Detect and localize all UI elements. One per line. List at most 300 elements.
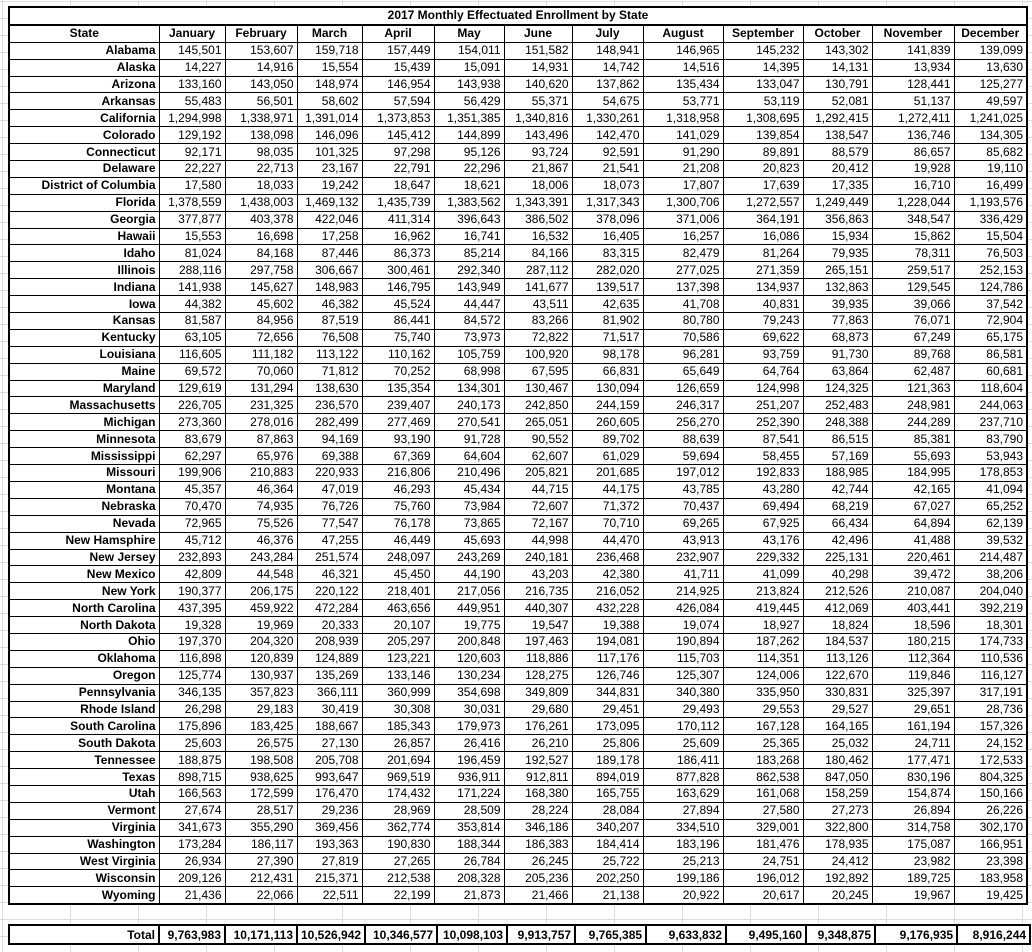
- state-row-utah: [9, 785, 1027, 802]
- total-june: 9,913,757: [507, 925, 575, 944]
- column-header-october: October: [803, 25, 872, 42]
- cell-october: 130,791: [803, 76, 872, 93]
- cell-june: 141,677: [504, 279, 572, 296]
- cell-august: 163,629: [643, 785, 723, 802]
- cell-december: 85,682: [954, 144, 1027, 161]
- column-header-february: February: [225, 25, 297, 42]
- cell-september: 167,128: [723, 718, 803, 735]
- cell-september: 89,891: [723, 144, 803, 161]
- cell-june: 240,181: [504, 549, 572, 566]
- cell-april: 18,647: [362, 177, 434, 194]
- cell-august: 25,213: [643, 853, 723, 870]
- cell-february: 29,183: [225, 701, 297, 718]
- cell-may: 44,447: [434, 296, 504, 313]
- cell-august: 65,649: [643, 363, 723, 380]
- cell-july: 126,746: [572, 667, 643, 684]
- cell-may: 143,938: [434, 76, 504, 93]
- cell-march: 15,554: [297, 59, 362, 76]
- cell-december: 139,099: [954, 42, 1027, 59]
- cell-june: 72,822: [504, 329, 572, 346]
- column-header-july: July: [572, 25, 643, 42]
- cell-january: 288,116: [159, 262, 225, 279]
- cell-july: 216,052: [572, 583, 643, 600]
- cell-april: 360,999: [362, 684, 434, 701]
- cell-march: 47,019: [297, 481, 362, 498]
- cell-january: 232,893: [159, 549, 225, 566]
- cell-february: 46,364: [225, 481, 297, 498]
- cell-july: 54,675: [572, 93, 643, 110]
- cell-june: 43,511: [504, 296, 572, 313]
- state-row-kentucky: [9, 329, 1027, 346]
- state-row-arizona: [9, 76, 1027, 93]
- cell-december: 19,110: [954, 161, 1027, 178]
- cell-february: 56,501: [225, 93, 297, 110]
- cell-march: 87,519: [297, 313, 362, 330]
- cell-july: 25,806: [572, 735, 643, 752]
- cell-april: 67,369: [362, 448, 434, 465]
- cell-september: 24,751: [723, 853, 803, 870]
- cell-june: 205,821: [504, 465, 572, 482]
- cell-june: 28,224: [504, 802, 572, 819]
- cell-march: 27,819: [297, 853, 362, 870]
- state-name: Utah: [9, 785, 159, 802]
- cell-february: 98,035: [225, 144, 297, 161]
- cell-december: 53,943: [954, 448, 1027, 465]
- cell-august: 277,025: [643, 262, 723, 279]
- cell-march: 1,391,014: [297, 110, 362, 127]
- cell-january: 133,160: [159, 76, 225, 93]
- cell-march: 176,470: [297, 785, 362, 802]
- cell-july: 1,317,343: [572, 194, 643, 211]
- cell-february: 204,320: [225, 633, 297, 650]
- state-name: North Carolina: [9, 600, 159, 617]
- cell-april: 411,314: [362, 211, 434, 228]
- cell-january: 129,619: [159, 380, 225, 397]
- cell-february: 130,937: [225, 667, 297, 684]
- cell-march: 148,974: [297, 76, 362, 93]
- cell-october: 79,935: [803, 245, 872, 262]
- cell-january: 42,809: [159, 566, 225, 583]
- column-header-november: November: [872, 25, 954, 42]
- cell-september: 329,001: [723, 819, 803, 836]
- cell-april: 277,469: [362, 414, 434, 431]
- cell-december: 65,252: [954, 498, 1027, 515]
- total-august: 9,633,832: [646, 925, 726, 944]
- cell-may: 449,951: [434, 600, 504, 617]
- cell-january: 341,673: [159, 819, 225, 836]
- cell-april: 97,298: [362, 144, 434, 161]
- cell-march: 148,983: [297, 279, 362, 296]
- cell-november: 136,746: [872, 127, 954, 144]
- cell-august: 146,965: [643, 42, 723, 59]
- cell-july: 148,941: [572, 42, 643, 59]
- cell-december: 252,153: [954, 262, 1027, 279]
- cell-december: 317,191: [954, 684, 1027, 701]
- cell-july: 44,175: [572, 481, 643, 498]
- cell-october: 14,131: [803, 59, 872, 76]
- enrollment-table: [8, 6, 1028, 905]
- total-september: 9,495,160: [726, 925, 806, 944]
- cell-may: 144,899: [434, 127, 504, 144]
- total-december: 8,916,244: [957, 925, 1030, 944]
- cell-march: 282,499: [297, 414, 362, 431]
- cell-november: 830,196: [872, 769, 954, 786]
- state-row-tennessee: [9, 752, 1027, 769]
- cell-september: 14,395: [723, 59, 803, 76]
- cell-july: 344,831: [572, 684, 643, 701]
- cell-april: 110,162: [362, 346, 434, 363]
- total-table: [8, 924, 1031, 945]
- cell-june: 44,715: [504, 481, 572, 498]
- state-row-nevada: [9, 515, 1027, 532]
- cell-september: 229,332: [723, 549, 803, 566]
- cell-april: 248,097: [362, 549, 434, 566]
- cell-december: 110,536: [954, 650, 1027, 667]
- cell-july: 340,207: [572, 819, 643, 836]
- cell-december: 392,219: [954, 600, 1027, 617]
- cell-march: 220,933: [297, 465, 362, 482]
- cell-june: 346,186: [504, 819, 572, 836]
- state-name: Alaska: [9, 59, 159, 76]
- cell-september: 93,759: [723, 346, 803, 363]
- cell-october: 66,434: [803, 515, 872, 532]
- cell-december: 28,736: [954, 701, 1027, 718]
- cell-april: 146,795: [362, 279, 434, 296]
- cell-may: 105,759: [434, 346, 504, 363]
- cell-may: 68,998: [434, 363, 504, 380]
- cell-february: 198,508: [225, 752, 297, 769]
- cell-july: 894,019: [572, 769, 643, 786]
- cell-january: 273,360: [159, 414, 225, 431]
- cell-august: 14,516: [643, 59, 723, 76]
- state-name: Oklahoma: [9, 650, 159, 667]
- state-name: West Virginia: [9, 853, 159, 870]
- cell-october: 412,069: [803, 600, 872, 617]
- cell-april: 135,354: [362, 380, 434, 397]
- cell-january: 45,357: [159, 481, 225, 498]
- cell-january: 44,382: [159, 296, 225, 313]
- cell-march: 159,718: [297, 42, 362, 59]
- cell-august: 27,894: [643, 802, 723, 819]
- cell-june: 186,383: [504, 836, 572, 853]
- total-november: 9,176,935: [875, 925, 957, 944]
- cell-march: 220,122: [297, 583, 362, 600]
- cell-october: 138,547: [803, 127, 872, 144]
- cell-february: 210,883: [225, 465, 297, 482]
- cell-october: 1,292,415: [803, 110, 872, 127]
- state-row-north-carolina: [9, 600, 1027, 617]
- cell-may: 130,234: [434, 667, 504, 684]
- cell-july: 194,081: [572, 633, 643, 650]
- cell-april: 20,107: [362, 617, 434, 634]
- cell-october: 1,249,449: [803, 194, 872, 211]
- state-name: Arkansas: [9, 93, 159, 110]
- state-row-kansas: [9, 313, 1027, 330]
- cell-october: 18,824: [803, 617, 872, 634]
- cell-july: 21,138: [572, 887, 643, 904]
- cell-january: 173,284: [159, 836, 225, 853]
- cell-january: 14,227: [159, 59, 225, 76]
- cell-september: 81,264: [723, 245, 803, 262]
- cell-november: 189,725: [872, 870, 954, 887]
- cell-april: 93,190: [362, 431, 434, 448]
- cell-october: 27,273: [803, 802, 872, 819]
- cell-september: 25,365: [723, 735, 803, 752]
- cell-january: 25,603: [159, 735, 225, 752]
- cell-may: 1,351,385: [434, 110, 504, 127]
- cell-december: 19,425: [954, 887, 1027, 904]
- cell-august: 20,922: [643, 887, 723, 904]
- state-row-maine: [9, 363, 1027, 380]
- cell-october: 42,744: [803, 481, 872, 498]
- cell-january: 70,470: [159, 498, 225, 515]
- cell-november: 19,928: [872, 161, 954, 178]
- cell-may: 95,126: [434, 144, 504, 161]
- cell-july: 18,073: [572, 177, 643, 194]
- state-name: New Hamsphire: [9, 532, 159, 549]
- cell-january: 21,436: [159, 887, 225, 904]
- cell-april: 75,740: [362, 329, 434, 346]
- state-name: Illinois: [9, 262, 159, 279]
- cell-august: 53,771: [643, 93, 723, 110]
- cell-september: 114,351: [723, 650, 803, 667]
- cell-january: 199,906: [159, 465, 225, 482]
- cell-april: 15,439: [362, 59, 434, 76]
- cell-october: 20,245: [803, 887, 872, 904]
- cell-march: 369,456: [297, 819, 362, 836]
- cell-august: 125,307: [643, 667, 723, 684]
- state-row-texas: [9, 769, 1027, 786]
- cell-july: 173,095: [572, 718, 643, 735]
- cell-february: 459,922: [225, 600, 297, 617]
- cell-august: 43,913: [643, 532, 723, 549]
- cell-november: 24,711: [872, 735, 954, 752]
- cell-april: 22,791: [362, 161, 434, 178]
- cell-april: 201,694: [362, 752, 434, 769]
- cell-september: 161,068: [723, 785, 803, 802]
- state-row-florida: [9, 194, 1027, 211]
- cell-may: 45,434: [434, 481, 504, 498]
- cell-september: 43,280: [723, 481, 803, 498]
- cell-december: 65,175: [954, 329, 1027, 346]
- total-february: 10,171,113: [225, 925, 297, 944]
- cell-november: 220,461: [872, 549, 954, 566]
- cell-december: 183,958: [954, 870, 1027, 887]
- cell-may: 44,190: [434, 566, 504, 583]
- cell-january: 63,105: [159, 329, 225, 346]
- cell-august: 70,586: [643, 329, 723, 346]
- cell-july: 71,517: [572, 329, 643, 346]
- cell-february: 44,548: [225, 566, 297, 583]
- cell-august: 16,257: [643, 228, 723, 245]
- state-row-nebraska: [9, 498, 1027, 515]
- cell-january: 175,896: [159, 718, 225, 735]
- cell-december: 302,170: [954, 819, 1027, 836]
- cell-september: 41,099: [723, 566, 803, 583]
- state-name: Massachusetts: [9, 397, 159, 414]
- state-row-mississippi: [9, 448, 1027, 465]
- cell-september: 1,272,557: [723, 194, 803, 211]
- cell-september: 69,622: [723, 329, 803, 346]
- state-row-arkansas: [9, 93, 1027, 110]
- cell-july: 130,094: [572, 380, 643, 397]
- state-row-oklahoma: [9, 650, 1027, 667]
- cell-june: 1,340,816: [504, 110, 572, 127]
- cell-october: 25,032: [803, 735, 872, 752]
- cell-june: 21,867: [504, 161, 572, 178]
- cell-august: 41,711: [643, 566, 723, 583]
- cell-may: 143,949: [434, 279, 504, 296]
- cell-december: 60,681: [954, 363, 1027, 380]
- cell-march: 472,284: [297, 600, 362, 617]
- cell-february: 278,016: [225, 414, 297, 431]
- cell-april: 145,412: [362, 127, 434, 144]
- cell-september: 181,476: [723, 836, 803, 853]
- cell-february: 938,625: [225, 769, 297, 786]
- cell-november: 314,758: [872, 819, 954, 836]
- cell-december: 41,094: [954, 481, 1027, 498]
- state-row-wisconsin: [9, 870, 1027, 887]
- state-name: Tennessee: [9, 752, 159, 769]
- cell-january: 81,024: [159, 245, 225, 262]
- cell-november: 62,487: [872, 363, 954, 380]
- cell-may: 208,328: [434, 870, 504, 887]
- total-may: 10,098,103: [437, 925, 507, 944]
- cell-may: 243,269: [434, 549, 504, 566]
- cell-september: 18,927: [723, 617, 803, 634]
- cell-may: 18,621: [434, 177, 504, 194]
- cell-february: 138,098: [225, 127, 297, 144]
- cell-december: 178,853: [954, 465, 1027, 482]
- cell-october: 180,462: [803, 752, 872, 769]
- cell-april: 362,774: [362, 819, 434, 836]
- cell-december: 118,604: [954, 380, 1027, 397]
- cell-august: 141,029: [643, 127, 723, 144]
- cell-september: 145,232: [723, 42, 803, 59]
- cell-february: 87,863: [225, 431, 297, 448]
- state-name: Missouri: [9, 465, 159, 482]
- cell-october: 265,151: [803, 262, 872, 279]
- cell-december: 38,206: [954, 566, 1027, 583]
- cell-july: 29,451: [572, 701, 643, 718]
- cell-january: 116,605: [159, 346, 225, 363]
- cell-january: 116,898: [159, 650, 225, 667]
- cell-june: 192,527: [504, 752, 572, 769]
- cell-november: 129,545: [872, 279, 954, 296]
- cell-may: 21,873: [434, 887, 504, 904]
- cell-december: 83,790: [954, 431, 1027, 448]
- cell-august: 70,437: [643, 498, 723, 515]
- state-row-hawaii: [9, 228, 1027, 245]
- cell-may: 210,496: [434, 465, 504, 482]
- cell-february: 65,976: [225, 448, 297, 465]
- cell-january: 62,297: [159, 448, 225, 465]
- state-name: Vermont: [9, 802, 159, 819]
- cell-august: 137,398: [643, 279, 723, 296]
- cell-january: 209,126: [159, 870, 225, 887]
- cell-march: 27,130: [297, 735, 362, 752]
- cell-september: 213,824: [723, 583, 803, 600]
- state-name: North Dakota: [9, 617, 159, 634]
- cell-october: 192,892: [803, 870, 872, 887]
- state-row-rhode-island: [9, 701, 1027, 718]
- state-row-connecticut: [9, 144, 1027, 161]
- cell-july: 44,470: [572, 532, 643, 549]
- state-row-alaska: [9, 59, 1027, 76]
- cell-january: 26,298: [159, 701, 225, 718]
- cell-june: 72,167: [504, 515, 572, 532]
- cell-november: 348,547: [872, 211, 954, 228]
- cell-september: 43,176: [723, 532, 803, 549]
- cell-may: 353,814: [434, 819, 504, 836]
- cell-november: 64,894: [872, 515, 954, 532]
- state-name: Texas: [9, 769, 159, 786]
- cell-december: 204,040: [954, 583, 1027, 600]
- cell-december: 18,301: [954, 617, 1027, 634]
- cell-october: 188,985: [803, 465, 872, 482]
- cell-july: 432,228: [572, 600, 643, 617]
- cell-may: 19,775: [434, 617, 504, 634]
- cell-march: 77,547: [297, 515, 362, 532]
- cell-june: 26,245: [504, 853, 572, 870]
- column-header-august: August: [643, 25, 723, 42]
- cell-august: 246,317: [643, 397, 723, 414]
- cell-december: 37,542: [954, 296, 1027, 313]
- cell-june: 29,680: [504, 701, 572, 718]
- cell-may: 171,224: [434, 785, 504, 802]
- cell-september: 183,268: [723, 752, 803, 769]
- cell-october: 68,873: [803, 329, 872, 346]
- cell-march: 422,046: [297, 211, 362, 228]
- cell-february: 22,066: [225, 887, 297, 904]
- state-name: Virginia: [9, 819, 159, 836]
- cell-may: 196,459: [434, 752, 504, 769]
- cell-december: 116,127: [954, 667, 1027, 684]
- cell-june: 67,595: [504, 363, 572, 380]
- cell-august: 334,510: [643, 819, 723, 836]
- cell-august: 232,907: [643, 549, 723, 566]
- cell-january: 83,679: [159, 431, 225, 448]
- cell-september: 87,541: [723, 431, 803, 448]
- cell-may: 73,984: [434, 498, 504, 515]
- cell-october: 212,526: [803, 583, 872, 600]
- cell-january: 197,370: [159, 633, 225, 650]
- state-row-louisiana: [9, 346, 1027, 363]
- column-header-january: January: [159, 25, 225, 42]
- cell-september: 124,006: [723, 667, 803, 684]
- cell-september: 16,086: [723, 228, 803, 245]
- cell-february: 27,390: [225, 853, 297, 870]
- cell-november: 67,249: [872, 329, 954, 346]
- cell-may: 134,301: [434, 380, 504, 397]
- cell-october: 225,131: [803, 549, 872, 566]
- state-name: Ohio: [9, 633, 159, 650]
- state-name: Kentucky: [9, 329, 159, 346]
- cell-september: 58,455: [723, 448, 803, 465]
- state-row-vermont: [9, 802, 1027, 819]
- cell-june: 55,371: [504, 93, 572, 110]
- cell-april: 30,308: [362, 701, 434, 718]
- cell-april: 1,435,739: [362, 194, 434, 211]
- state-name: Oregon: [9, 667, 159, 684]
- cell-april: 16,962: [362, 228, 434, 245]
- cell-april: 45,450: [362, 566, 434, 583]
- cell-july: 42,635: [572, 296, 643, 313]
- cell-august: 186,411: [643, 752, 723, 769]
- cell-december: 150,166: [954, 785, 1027, 802]
- cell-january: 226,705: [159, 397, 225, 414]
- cell-november: 175,087: [872, 836, 954, 853]
